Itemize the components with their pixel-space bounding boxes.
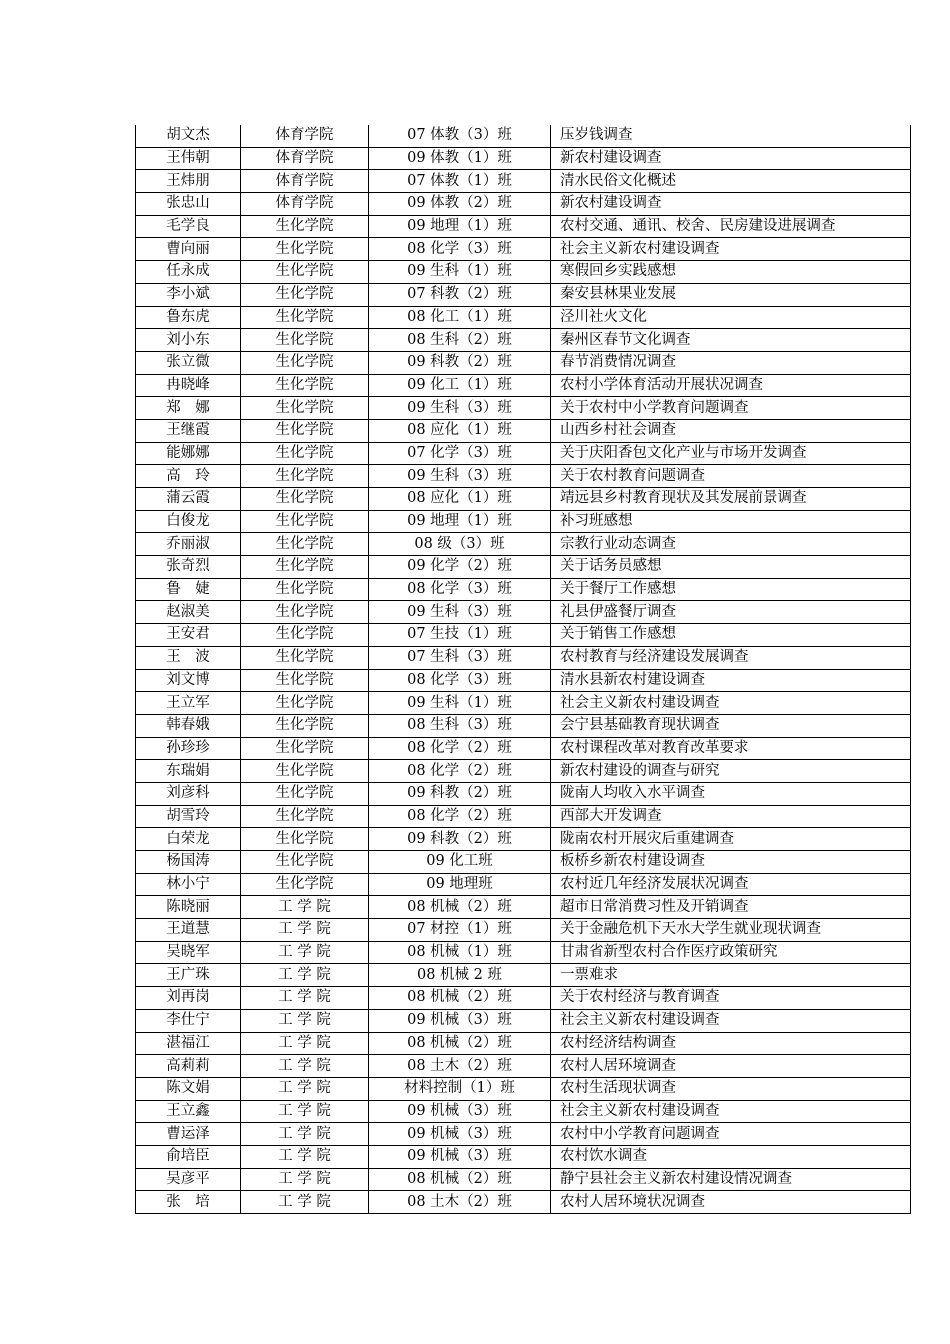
topic-cell: 社会主义新农村建设调查 bbox=[551, 692, 911, 715]
class-cell: 08 机械（2）班 bbox=[369, 987, 551, 1010]
college-cell: 工 学 院 bbox=[241, 1145, 369, 1168]
table-row bbox=[136, 556, 911, 579]
topic-cell: 一票难求 bbox=[551, 964, 911, 987]
student-name-cell: 李仕宁 bbox=[136, 1009, 241, 1032]
table-row bbox=[136, 646, 911, 669]
college-cell: 生化学院 bbox=[241, 760, 369, 783]
college-cell: 生化学院 bbox=[241, 737, 369, 760]
class-cell: 08 土木（2）班 bbox=[369, 1055, 551, 1078]
student-name-cell: 高莉莉 bbox=[136, 1055, 241, 1078]
student-name-cell: 任永成 bbox=[136, 261, 241, 284]
student-name-cell: 王炜朋 bbox=[136, 170, 241, 193]
class-cell: 07 体教（1）班 bbox=[369, 170, 551, 193]
student-name-cell: 曹运泽 bbox=[136, 1123, 241, 1146]
class-cell: 08 应化（1）班 bbox=[369, 419, 551, 442]
student-name-cell: 刘彦科 bbox=[136, 782, 241, 805]
table-row bbox=[136, 488, 911, 511]
college-cell: 生化学院 bbox=[241, 465, 369, 488]
student-name-cell: 鲁东虎 bbox=[136, 306, 241, 329]
college-cell: 生化学院 bbox=[241, 782, 369, 805]
table-row bbox=[136, 1123, 911, 1146]
topic-cell: 清水县新农村建设调查 bbox=[551, 669, 911, 692]
topic-cell: 陇南人均收入水平调查 bbox=[551, 782, 911, 805]
class-cell: 材料控制（1）班 bbox=[369, 1077, 551, 1100]
topic-cell: 关于金融危机下天水大学生就业现状调查 bbox=[551, 919, 911, 942]
college-cell: 体育学院 bbox=[241, 170, 369, 193]
class-cell: 09 生科（3）班 bbox=[369, 465, 551, 488]
college-cell: 工 学 院 bbox=[241, 1055, 369, 1078]
class-cell: 08 机械 2 班 bbox=[369, 964, 551, 987]
topic-cell: 关于庆阳香包文化产业与市场开发调查 bbox=[551, 442, 911, 465]
table-row bbox=[136, 442, 911, 465]
topic-cell: 农村交通、通讯、校舍、民房建设进展调查 bbox=[551, 215, 911, 238]
college-cell: 生化学院 bbox=[241, 556, 369, 579]
class-cell: 08 应化（1）班 bbox=[369, 488, 551, 511]
student-name-cell: 胡雪玲 bbox=[136, 805, 241, 828]
student-name-cell: 张立微 bbox=[136, 351, 241, 374]
table-row bbox=[136, 919, 911, 942]
topic-cell: 新农村建设调查 bbox=[551, 193, 911, 216]
class-cell: 08 生科（2）班 bbox=[369, 329, 551, 352]
college-cell: 工 学 院 bbox=[241, 1009, 369, 1032]
student-name-cell: 吴彦平 bbox=[136, 1168, 241, 1191]
class-cell: 09 生科（1）班 bbox=[369, 261, 551, 284]
college-cell: 生化学院 bbox=[241, 215, 369, 238]
college-cell: 生化学院 bbox=[241, 442, 369, 465]
topic-cell: 社会主义新农村建设调查 bbox=[551, 1009, 911, 1032]
topic-cell: 宗教行业动态调查 bbox=[551, 533, 911, 556]
student-name-cell: 王继霞 bbox=[136, 419, 241, 442]
college-cell: 体育学院 bbox=[241, 193, 369, 216]
topic-cell: 关于销售工作感想 bbox=[551, 624, 911, 647]
class-cell: 09 科教（2）班 bbox=[369, 828, 551, 851]
student-name-cell: 东瑞娟 bbox=[136, 760, 241, 783]
class-cell: 09 机械（3）班 bbox=[369, 1009, 551, 1032]
student-name-cell: 王立军 bbox=[136, 692, 241, 715]
class-cell: 09 科教（2）班 bbox=[369, 782, 551, 805]
class-cell: 09 地理班 bbox=[369, 873, 551, 896]
college-cell: 工 学 院 bbox=[241, 1032, 369, 1055]
college-cell: 生化学院 bbox=[241, 692, 369, 715]
student-name-cell: 张 培 bbox=[136, 1191, 241, 1214]
class-cell: 08 机械（2）班 bbox=[369, 1032, 551, 1055]
class-cell: 09 生科（3）班 bbox=[369, 601, 551, 624]
college-cell: 生化学院 bbox=[241, 261, 369, 284]
class-cell: 08 机械（2）班 bbox=[369, 896, 551, 919]
college-cell: 生化学院 bbox=[241, 283, 369, 306]
topic-cell: 农村小学体育活动开展状况调查 bbox=[551, 374, 911, 397]
topic-cell: 农村近几年经济发展状况调查 bbox=[551, 873, 911, 896]
student-name-cell: 湛福江 bbox=[136, 1032, 241, 1055]
college-cell: 工 学 院 bbox=[241, 896, 369, 919]
class-cell: 09 机械（3）班 bbox=[369, 1123, 551, 1146]
class-cell: 07 生科（3）班 bbox=[369, 646, 551, 669]
college-cell: 工 学 院 bbox=[241, 919, 369, 942]
student-name-cell: 胡文杰 bbox=[136, 125, 241, 147]
class-cell: 08 机械（2）班 bbox=[369, 1168, 551, 1191]
college-cell: 生化学院 bbox=[241, 238, 369, 261]
table-row bbox=[136, 397, 911, 420]
table-row bbox=[136, 805, 911, 828]
college-cell: 生化学院 bbox=[241, 828, 369, 851]
table-row bbox=[136, 692, 911, 715]
student-name-cell: 曹向丽 bbox=[136, 238, 241, 261]
table-row bbox=[136, 374, 911, 397]
table-row bbox=[136, 1055, 911, 1078]
table-row bbox=[136, 964, 911, 987]
class-cell: 08 机械（1）班 bbox=[369, 941, 551, 964]
student-name-cell: 陈晓丽 bbox=[136, 896, 241, 919]
college-cell: 生化学院 bbox=[241, 851, 369, 874]
topic-cell: 泾川社火文化 bbox=[551, 306, 911, 329]
topic-cell: 农村人居环境状况调查 bbox=[551, 1191, 911, 1214]
college-cell: 工 学 院 bbox=[241, 941, 369, 964]
student-name-cell: 王广珠 bbox=[136, 964, 241, 987]
college-cell: 生化学院 bbox=[241, 646, 369, 669]
topic-cell: 西部大开发调查 bbox=[551, 805, 911, 828]
class-cell: 07 体教（3）班 bbox=[369, 125, 551, 147]
student-name-cell: 刘再岗 bbox=[136, 987, 241, 1010]
class-cell: 08 化学（3）班 bbox=[369, 578, 551, 601]
table-row bbox=[136, 329, 911, 352]
class-cell: 09 化工（1）班 bbox=[369, 374, 551, 397]
table-row bbox=[136, 419, 911, 442]
student-name-cell: 毛学良 bbox=[136, 215, 241, 238]
class-cell: 08 化学（2）班 bbox=[369, 805, 551, 828]
topic-cell: 静宁县社会主义新农村建设情况调查 bbox=[551, 1168, 911, 1191]
college-cell: 生化学院 bbox=[241, 714, 369, 737]
class-cell: 08 土木（2）班 bbox=[369, 1191, 551, 1214]
college-cell: 生化学院 bbox=[241, 805, 369, 828]
topic-cell: 靖远县乡村教育现状及其发展前景调查 bbox=[551, 488, 911, 511]
table-row bbox=[136, 215, 911, 238]
topic-cell: 农村教育与经济建设发展调查 bbox=[551, 646, 911, 669]
student-name-cell: 孙珍珍 bbox=[136, 737, 241, 760]
college-cell: 工 学 院 bbox=[241, 1191, 369, 1214]
topic-cell: 礼县伊盛餐厅调查 bbox=[551, 601, 911, 624]
student-name-cell: 白荣龙 bbox=[136, 828, 241, 851]
table-row bbox=[136, 782, 911, 805]
topic-cell: 山西乡村社会调查 bbox=[551, 419, 911, 442]
table-row bbox=[136, 147, 911, 170]
table-row bbox=[136, 624, 911, 647]
table-row bbox=[136, 1009, 911, 1032]
topic-cell: 农村经济结构调查 bbox=[551, 1032, 911, 1055]
table-row bbox=[136, 1145, 911, 1168]
table-row bbox=[136, 601, 911, 624]
table-row bbox=[136, 1077, 911, 1100]
table-row bbox=[136, 193, 911, 216]
topic-cell: 压岁钱调查 bbox=[551, 125, 911, 147]
student-name-cell: 冉晓峰 bbox=[136, 374, 241, 397]
class-cell: 09 地理（1）班 bbox=[369, 215, 551, 238]
class-cell: 09 机械（3）班 bbox=[369, 1145, 551, 1168]
topic-cell: 农村生活现状调查 bbox=[551, 1077, 911, 1100]
student-name-cell: 吴晓军 bbox=[136, 941, 241, 964]
table-row bbox=[136, 851, 911, 874]
table-row bbox=[136, 465, 911, 488]
table-row bbox=[136, 1191, 911, 1214]
class-cell: 09 生科（3）班 bbox=[369, 397, 551, 420]
class-cell: 09 地理（1）班 bbox=[369, 510, 551, 533]
college-cell: 工 学 院 bbox=[241, 1168, 369, 1191]
college-cell: 工 学 院 bbox=[241, 1123, 369, 1146]
college-cell: 体育学院 bbox=[241, 125, 369, 147]
topic-cell: 新农村建设的调查与研究 bbox=[551, 760, 911, 783]
class-cell: 08 化学（2）班 bbox=[369, 760, 551, 783]
roster-sheet bbox=[135, 125, 910, 1214]
topic-cell: 春节消费情况调查 bbox=[551, 351, 911, 374]
class-cell: 08 化学（2）班 bbox=[369, 737, 551, 760]
student-name-cell: 高 玲 bbox=[136, 465, 241, 488]
topic-cell: 关于餐厅工作感想 bbox=[551, 578, 911, 601]
college-cell: 生化学院 bbox=[241, 397, 369, 420]
student-name-cell: 白俊龙 bbox=[136, 510, 241, 533]
class-cell: 08 化学（3）班 bbox=[369, 238, 551, 261]
college-cell: 工 学 院 bbox=[241, 964, 369, 987]
table-row bbox=[136, 125, 911, 147]
college-cell: 体育学院 bbox=[241, 147, 369, 170]
student-name-cell: 刘文博 bbox=[136, 669, 241, 692]
topic-cell: 板桥乡新农村建设调查 bbox=[551, 851, 911, 874]
topic-cell: 新农村建设调查 bbox=[551, 147, 911, 170]
table-row bbox=[136, 578, 911, 601]
topic-cell: 社会主义新农村建设调查 bbox=[551, 1100, 911, 1123]
college-cell: 生化学院 bbox=[241, 329, 369, 352]
table-row bbox=[136, 941, 911, 964]
roster-body bbox=[136, 125, 911, 1214]
topic-cell: 关于农村经济与教育调查 bbox=[551, 987, 911, 1010]
student-name-cell: 陈文娟 bbox=[136, 1077, 241, 1100]
class-cell: 09 科教（2）班 bbox=[369, 351, 551, 374]
topic-cell: 秦安县林果业发展 bbox=[551, 283, 911, 306]
topic-cell: 甘肃省新型农村合作医疗政策研究 bbox=[551, 941, 911, 964]
topic-cell: 农村中小学教育问题调查 bbox=[551, 1123, 911, 1146]
student-name-cell: 李小斌 bbox=[136, 283, 241, 306]
college-cell: 生化学院 bbox=[241, 601, 369, 624]
student-name-cell: 赵淑美 bbox=[136, 601, 241, 624]
college-cell: 工 学 院 bbox=[241, 1077, 369, 1100]
student-name-cell: 蒲云霞 bbox=[136, 488, 241, 511]
student-name-cell: 乔丽淑 bbox=[136, 533, 241, 556]
table-row bbox=[136, 760, 911, 783]
student-name-cell: 能娜娜 bbox=[136, 442, 241, 465]
class-cell: 07 材控（1）班 bbox=[369, 919, 551, 942]
college-cell: 生化学院 bbox=[241, 578, 369, 601]
college-cell: 生化学院 bbox=[241, 624, 369, 647]
topic-cell: 会宁县基础教育现状调查 bbox=[551, 714, 911, 737]
topic-cell: 陇南农村开展灾后重建调查 bbox=[551, 828, 911, 851]
student-name-cell: 张忠山 bbox=[136, 193, 241, 216]
student-name-cell: 俞培臣 bbox=[136, 1145, 241, 1168]
class-cell: 07 科教（2）班 bbox=[369, 283, 551, 306]
topic-cell: 清水民俗文化概述 bbox=[551, 170, 911, 193]
topic-cell: 农村课程改革对教育改革要求 bbox=[551, 737, 911, 760]
topic-cell: 关于话务员感想 bbox=[551, 556, 911, 579]
class-cell: 09 体教（1）班 bbox=[369, 147, 551, 170]
table-row bbox=[136, 873, 911, 896]
table-row bbox=[136, 714, 911, 737]
class-cell: 09 体教（2）班 bbox=[369, 193, 551, 216]
table-row bbox=[136, 351, 911, 374]
topic-cell: 农村饮水调查 bbox=[551, 1145, 911, 1168]
class-cell: 09 化工班 bbox=[369, 851, 551, 874]
class-cell: 07 化学（3）班 bbox=[369, 442, 551, 465]
class-cell: 08 级（3）班 bbox=[369, 533, 551, 556]
student-name-cell: 刘小东 bbox=[136, 329, 241, 352]
roster-table bbox=[135, 125, 911, 1214]
college-cell: 生化学院 bbox=[241, 306, 369, 329]
college-cell: 生化学院 bbox=[241, 510, 369, 533]
student-name-cell: 王安君 bbox=[136, 624, 241, 647]
college-cell: 工 学 院 bbox=[241, 1100, 369, 1123]
student-name-cell: 郑 娜 bbox=[136, 397, 241, 420]
topic-cell: 农村人居环境调查 bbox=[551, 1055, 911, 1078]
class-cell: 09 机械（3）班 bbox=[369, 1100, 551, 1123]
table-row bbox=[136, 1032, 911, 1055]
topic-cell: 关于农村中小学教育问题调查 bbox=[551, 397, 911, 420]
college-cell: 生化学院 bbox=[241, 374, 369, 397]
table-row bbox=[136, 1100, 911, 1123]
college-cell: 生化学院 bbox=[241, 351, 369, 374]
topic-cell: 寒假回乡实践感想 bbox=[551, 261, 911, 284]
table-row bbox=[136, 261, 911, 284]
topic-cell: 超市日常消费习性及开销调查 bbox=[551, 896, 911, 919]
student-name-cell: 王 波 bbox=[136, 646, 241, 669]
table-row bbox=[136, 737, 911, 760]
table-row bbox=[136, 306, 911, 329]
class-cell: 08 化工（1）班 bbox=[369, 306, 551, 329]
table-row bbox=[136, 987, 911, 1010]
class-cell: 07 生技（1）班 bbox=[369, 624, 551, 647]
class-cell: 09 化学（2）班 bbox=[369, 556, 551, 579]
college-cell: 生化学院 bbox=[241, 533, 369, 556]
table-row bbox=[136, 283, 911, 306]
topic-cell: 补习班感想 bbox=[551, 510, 911, 533]
table-row bbox=[136, 828, 911, 851]
class-cell: 09 生科（1）班 bbox=[369, 692, 551, 715]
student-name-cell: 鲁 婕 bbox=[136, 578, 241, 601]
college-cell: 生化学院 bbox=[241, 488, 369, 511]
student-name-cell: 杨国涛 bbox=[136, 851, 241, 874]
class-cell: 08 化学（3）班 bbox=[369, 669, 551, 692]
table-row bbox=[136, 669, 911, 692]
student-name-cell: 韩春娥 bbox=[136, 714, 241, 737]
class-cell: 08 生科（3）班 bbox=[369, 714, 551, 737]
table-row bbox=[136, 510, 911, 533]
table-row bbox=[136, 238, 911, 261]
topic-cell: 社会主义新农村建设调查 bbox=[551, 238, 911, 261]
student-name-cell: 王道慧 bbox=[136, 919, 241, 942]
student-name-cell: 林小宁 bbox=[136, 873, 241, 896]
college-cell: 生化学院 bbox=[241, 419, 369, 442]
college-cell: 生化学院 bbox=[241, 873, 369, 896]
topic-cell: 秦州区春节文化调查 bbox=[551, 329, 911, 352]
college-cell: 工 学 院 bbox=[241, 987, 369, 1010]
student-name-cell: 张奇烈 bbox=[136, 556, 241, 579]
table-row bbox=[136, 896, 911, 919]
college-cell: 生化学院 bbox=[241, 669, 369, 692]
student-name-cell: 王立鑫 bbox=[136, 1100, 241, 1123]
table-row bbox=[136, 1168, 911, 1191]
table-row bbox=[136, 170, 911, 193]
topic-cell: 关于农村教育问题调查 bbox=[551, 465, 911, 488]
table-row bbox=[136, 533, 911, 556]
student-name-cell: 王伟朝 bbox=[136, 147, 241, 170]
